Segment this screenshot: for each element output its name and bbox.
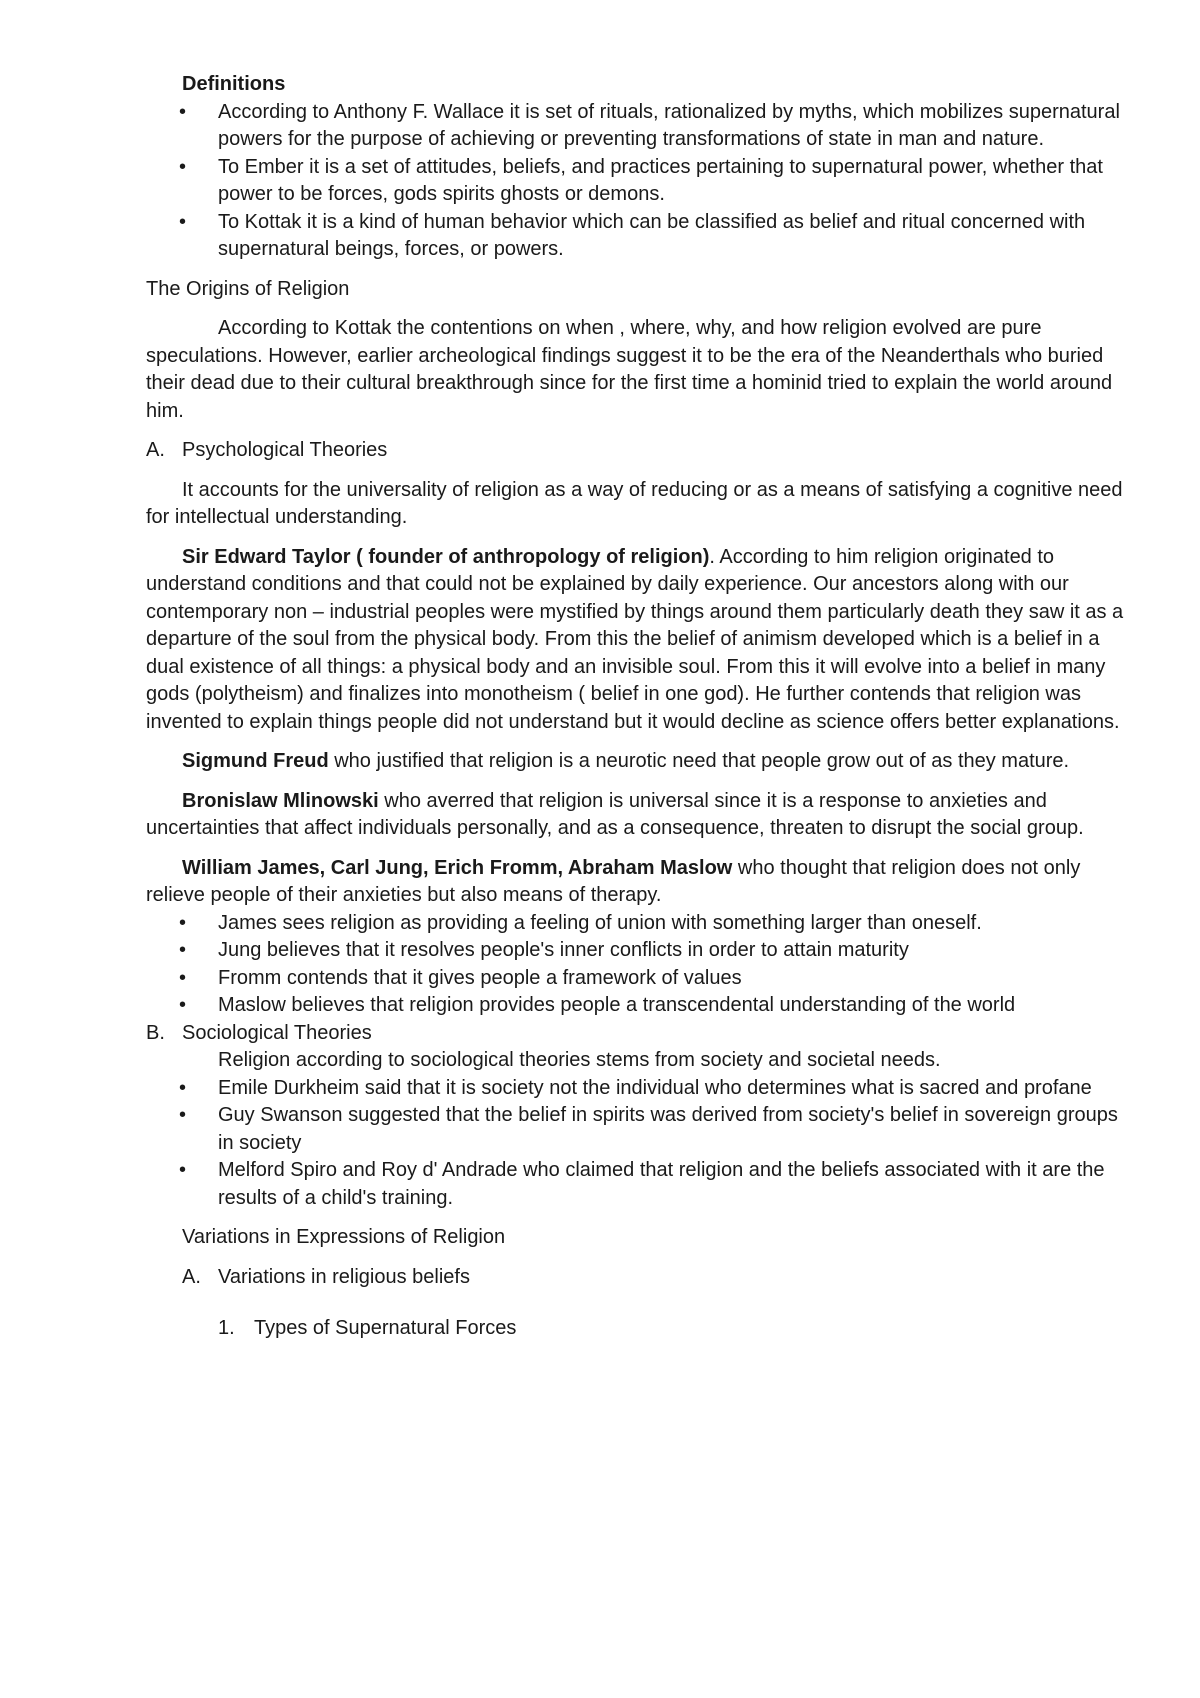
section-label: B. — [146, 1021, 165, 1044]
section-title: Sociological Theories — [182, 1021, 372, 1044]
section-label: A. — [182, 1265, 201, 1288]
variations-a-heading — [146, 1264, 1136, 1292]
document-content — [146, 71, 1136, 1343]
list-item: • To Ember it is a set of attitudes, beliefs, and practices pertaining to supernatural power, whether that power to be forces, gods spirits ghosts or demons. — [146, 154, 1136, 209]
list-item: • Melford Spiro and Roy d' Andrade who claimed that religion and the beliefs associated with it are the results of a child's training. — [146, 1157, 1136, 1212]
list-item: • Emile Durkheim said that it is society not the individual who determines what is sacred and profane — [146, 1075, 1136, 1103]
list-item: • To Kottak it is a kind of human behavior which can be classified as belief and ritual concerned with supernatural beings, forces, or powers. — [146, 209, 1136, 264]
list-item: • According to Anthony F. Wallace it is set of rituals, rationalized by myths, which mobilizes supernatural powers for the purpose of achieving or preventing transformations of state in man and nature. — [146, 99, 1136, 154]
section-title: Variations in religious beliefs — [218, 1265, 470, 1288]
sociological-list — [146, 1075, 1136, 1213]
malinowski-text: who averred that religion is universal since it is a response to anxieties and uncertainties that affect individuals personally, and as a consequence, threaten to disrupt the social group. — [146, 789, 1084, 839]
others-text: who thought that religion does not only relieve people of their anxieties but also means of therapy. — [146, 856, 1081, 906]
section-label: A. — [146, 439, 165, 461]
section-label: 1. — [218, 1317, 235, 1339]
taylor-name: Sir Edward Taylor ( founder of anthropology of religion) — [182, 545, 710, 568]
taylor-paragraph — [146, 544, 1136, 737]
definitions-heading: Definitions — [182, 73, 286, 95]
section-title: Types of Supernatural Forces — [254, 1317, 517, 1339]
sociological-intro: Religion according to sociological theories stems from society and societal needs. — [218, 1049, 941, 1071]
sociological-heading — [146, 1020, 1136, 1048]
list-item: • James sees religion as providing a feeling of union with something larger than oneself. — [146, 910, 1136, 938]
psychological-heading — [146, 437, 1136, 465]
freud-text: who justified that religion is a neurotic need that people grow out of as they mature. — [328, 750, 1070, 772]
list-item: • Maslow believes that religion provides people a transcendental understanding of the world — [146, 992, 1136, 1020]
others-paragraph — [146, 855, 1136, 910]
list-item: • Guy Swanson suggested that the belief in spirits was derived from society's belief in sovereign groups in society — [146, 1102, 1136, 1157]
freud-name: Sigmund Freud — [182, 750, 329, 772]
malinowski-name: Bronislaw Mlinowski — [182, 789, 379, 812]
variations-heading: Variations in Expressions of Religion — [182, 1226, 506, 1248]
list-item: • Fromm contends that it gives people a framework of values — [146, 965, 1136, 993]
origins-heading: The Origins of Religion — [146, 277, 350, 300]
psychological-list — [146, 910, 1136, 1020]
origins-paragraph: According to Kottak the contentions on when , where, why, and how religion evolved are pure speculations. However, earlier archeological findings suggest it to be the era of the Neanderthals who buried their dead due to their cultural breakthrough since for the first time a hominid tried to explain the world around him. — [146, 317, 1113, 422]
taylor-text: . According to him religion originated to understand conditions and that could not be explained by daily experience. Our ancestors along with our contemporary non – industrial peoples were mystified by things around them particularly death they saw it as a departure of the soul from the physical body. From this the belief of animism developed which is a belief in a dual existence of all things: a physical body and an invisible soul. From this it will evolve into a belief in many gods (polytheism) and finalizes into monotheism ( belief in one god). He further contends that religion was invented to explain things people did not understand but it would decline as science offers better explanations. — [146, 545, 1124, 733]
section-title: Psychological Theories — [182, 439, 388, 461]
variations-1-heading — [146, 1315, 1136, 1343]
list-item: • Jung believes that it resolves people's inner conflicts in order to attain maturity — [146, 937, 1136, 965]
freud-paragraph — [146, 748, 1136, 776]
malinowski-paragraph — [146, 788, 1136, 843]
definitions-list — [146, 99, 1136, 264]
psychological-intro: It accounts for the universality of religion as a way of reducing or as a means of satisfying a cognitive need for intellectual understanding. — [146, 478, 1123, 528]
others-name: William James, Carl Jung, Erich Fromm, Abraham Maslow — [182, 856, 733, 879]
